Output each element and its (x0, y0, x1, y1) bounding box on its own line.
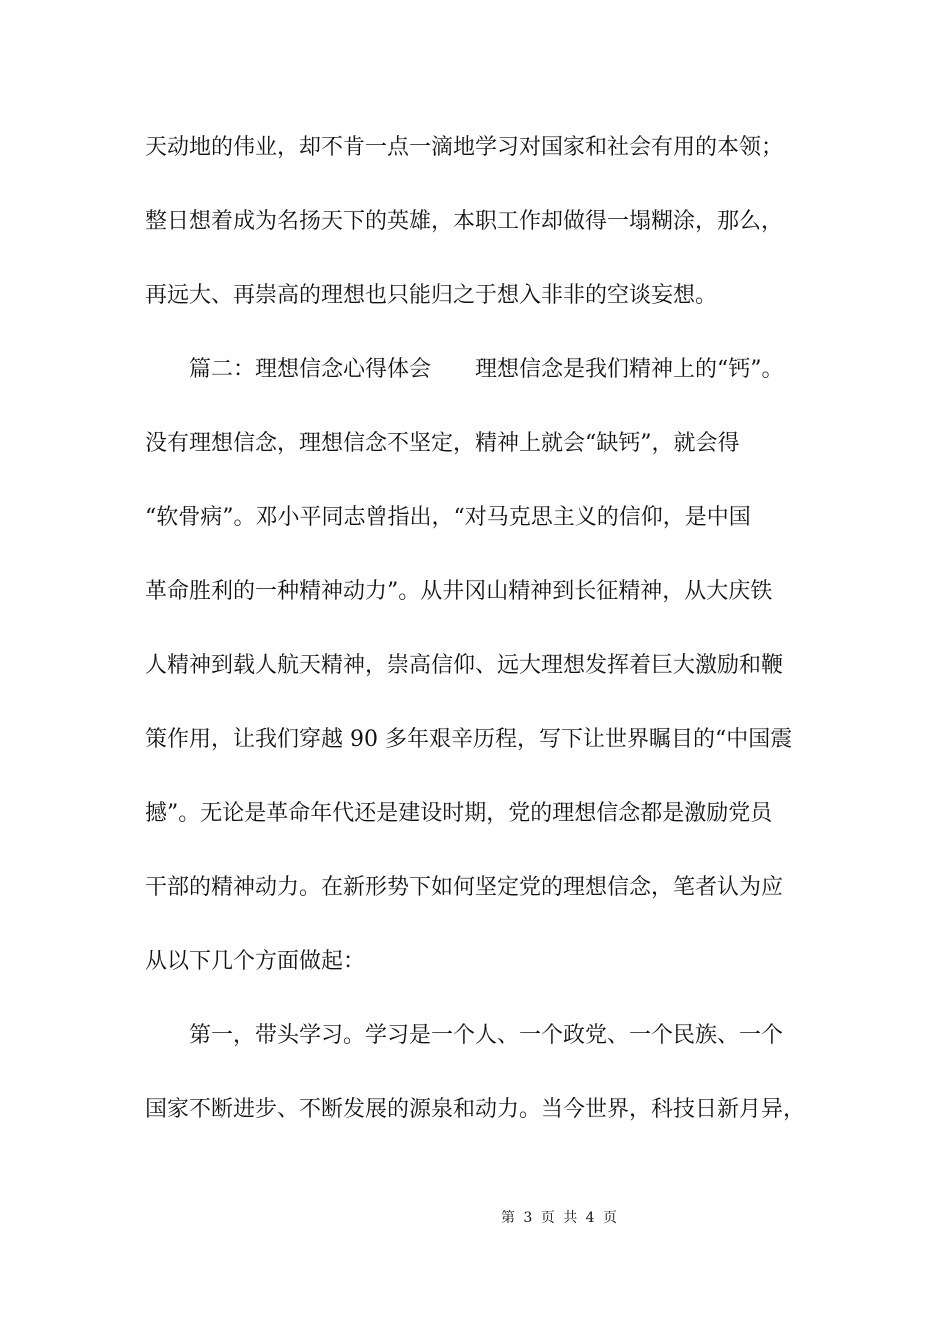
text-line: 革命胜利的一种精神动力”。从井冈山精神到长征精神，从大庆铁 (145, 579, 773, 604)
text-line: 从以下几个方面做起： (145, 949, 366, 974)
text-line: 天动地的伟业，却不肯一点一滴地学习对国家和社会有用的本领； (145, 135, 784, 160)
text-line: 篇二：理想信念心得体会 理想信念是我们精神上的“钙”。 (189, 357, 784, 382)
text-line: 再远大、再崇高的理想也只能归之于想入非非的空谈妄想。 (145, 283, 718, 308)
page-footer: 第 3 页 共 4 页 (500, 1210, 620, 1226)
text-line: 整日想着成为名扬天下的英雄，本职工作却做得一塌糊涂，那么， (145, 209, 784, 234)
text-line: 没有理想信念，理想信念不坚定，精神上就会“缺钙”，就会得 (145, 431, 740, 456)
body-text (145, 128, 825, 1164)
text-line: “软骨病”。邓小平同志曾指出，“对马克思主义的信仰，是中国 (145, 505, 751, 530)
text-line: 撼”。无论是革命年代还是建设时期，党的理想信念都是激励党员 (145, 801, 773, 826)
text-line: 人精神到载人航天精神，崇高信仰、远大理想发挥着巨大激励和鞭 (145, 653, 784, 678)
text-line: 干部的精神动力。在新形势下如何坚定党的理想信念，笔者认为应 (145, 875, 784, 900)
text-line: 国家不断进步、不断发展的源泉和动力。当今世界，科技日新月异， (145, 1097, 806, 1122)
text-line: 策作用，让我们穿越 90 多年艰辛历程，写下让世界瞩目的“中国震 (145, 727, 793, 752)
text-line: 第一，带头学习。学习是一个人、一个政党、一个民族、一个 (189, 1023, 784, 1048)
